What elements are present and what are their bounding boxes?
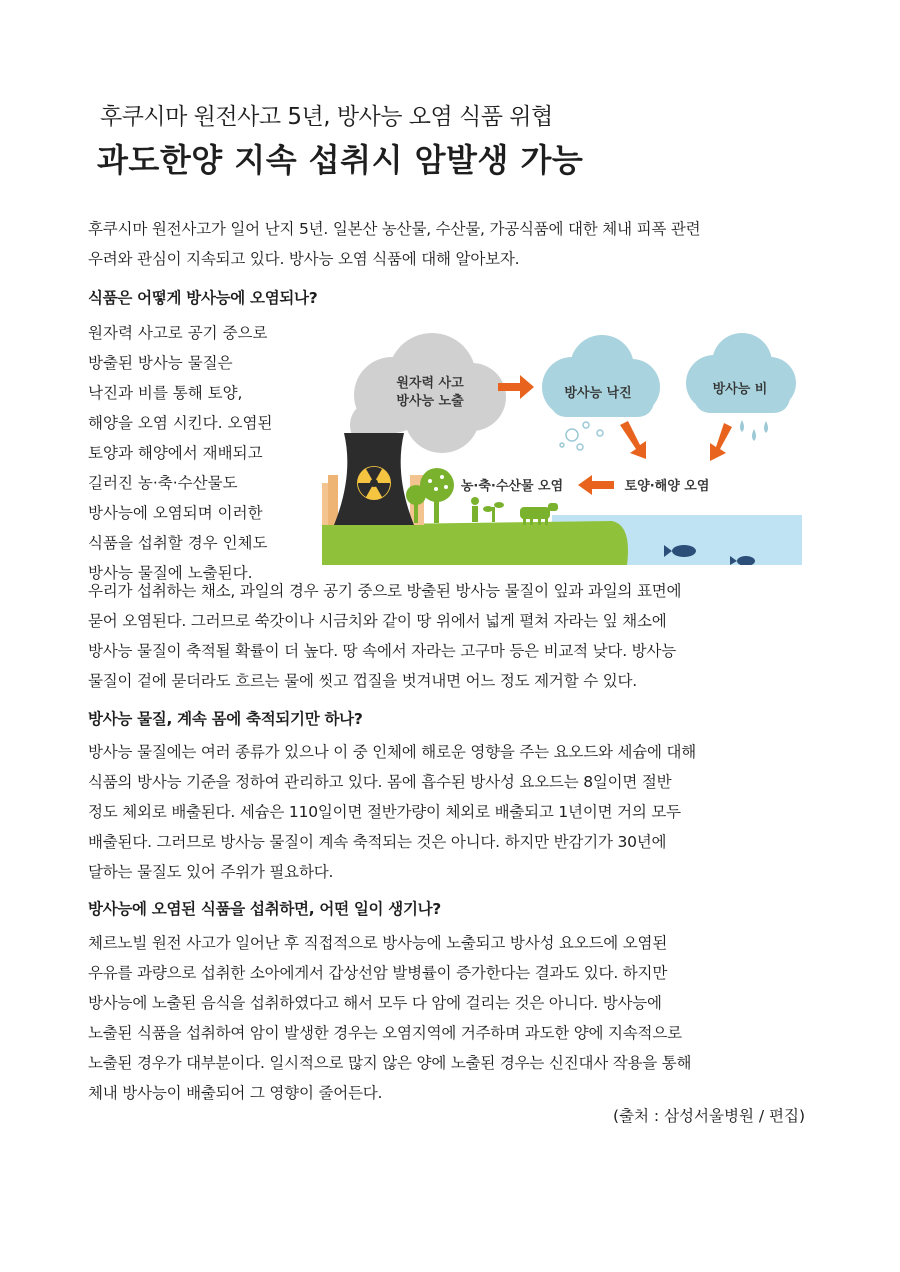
body-line: 달하는 물질도 있어 주위가 필요하다. (88, 863, 334, 881)
body-line: 물질이 겉에 묻더라도 흐르는 물에 씻고 껍질을 벗겨내면 어느 정도 제거할 수 있다. (88, 672, 637, 690)
produce-label: 농·축·수산물 오염 (460, 479, 564, 494)
side-line: 방사능 물질에 노출된다. (88, 564, 253, 582)
fallout-particles (560, 422, 603, 450)
body-line: 방사능 물질에는 여러 종류가 있으나 이 중 인체에 해로운 영향을 주는 요오드와 세슘에 대해 (88, 743, 697, 761)
intro-paragraph (88, 214, 700, 274)
intro-line: 후쿠시마 원전사고가 일어 난지 5년. 일본산 농산물, 수산물, 가공식품에 대한 체내 피폭 관련 (88, 220, 701, 238)
arrow-down-icon (710, 423, 732, 461)
soil-sea-label: 토양·해양 오염 (624, 479, 710, 494)
cloud-fallout-label: 방사능 낙진 (564, 386, 632, 401)
body-line: 식품의 방사능 기준을 정하여 관리하고 있다. 몸에 흡수된 방사성 요오드는 8일이면 절반 (88, 773, 672, 791)
body-line: 방사능 물질이 축적될 확률이 더 높다. 땅 속에서 자라는 고구마 등은 비교적 낮다. 방사능 (88, 642, 676, 660)
person-icon (471, 497, 479, 522)
cloud-source-line2: 방사능 노출 (396, 394, 464, 409)
plant-icon (483, 502, 504, 522)
cloud-rain-label: 방사능 비 (712, 382, 768, 397)
section1-heading: 식품은 어떻게 방사능에 오염되나? (88, 289, 318, 307)
section3-body (88, 928, 691, 1108)
side-line: 길러진 농·축·수산물도 (88, 474, 238, 492)
grass-hill (322, 521, 628, 565)
body-line: 정도 체외로 배출된다. 세슘은 110일이면 절반가량이 체외로 배출되고 1년이면 거의 모두 (88, 803, 681, 821)
section1-body (88, 576, 681, 696)
rain-cloud (686, 333, 796, 413)
raindrops (740, 420, 768, 441)
body-line: 체내 방사능이 배출되어 그 영향이 줄어든다. (88, 1084, 383, 1102)
section3-heading: 방사능에 오염된 식품을 섭취하면, 어떤 일이 생기나? (88, 900, 441, 918)
contamination-diagram (322, 325, 802, 565)
body-line: 우유를 과량으로 섭취한 소아에게서 갑상선암 발병률이 증가한다는 결과도 있다. 하지만 (88, 964, 668, 982)
arrow-left-icon (578, 475, 614, 495)
source-credit: (출처 : 삼성서울병원 / 편집) (613, 1107, 805, 1125)
side-line: 낙진과 비를 통해 토양, (88, 384, 243, 402)
section2-body (88, 737, 696, 887)
side-line: 해양을 오염 시킨다. 오염된 (88, 414, 273, 432)
body-line: 우리가 섭취하는 채소, 과일의 경우 공기 중으로 방출된 방사능 물질이 잎과 과일의 표면에 (88, 582, 682, 600)
page-title: 과도한양 지속 섭취시 암발생 가능 (97, 141, 584, 179)
body-line: 배출된다. 그러므로 방사능 물질이 계속 축적되는 것은 아니다. 하지만 반감기가 30년에 (88, 833, 667, 851)
cloud-source-line1: 원자력 사고 (396, 376, 464, 391)
side-line: 토양과 해양에서 재배되고 (88, 444, 263, 462)
intro-line: 우려와 관심이 지속되고 있다. 방사능 오염 식품에 대해 알아보자. (88, 250, 520, 268)
side-line: 식품을 섭취할 경우 인체도 (88, 534, 268, 552)
body-line: 노출된 식품을 섭취하여 암이 발생한 경우는 오염지역에 거주하며 과도한 양에 지속적으로 (88, 1024, 682, 1042)
subtitle: 후쿠시마 원전사고 5년, 방사능 오염 식품 위협 (100, 104, 553, 130)
side-line: 방출된 방사능 물질은 (88, 354, 233, 372)
section1-side-text (88, 318, 272, 588)
skyline (328, 475, 338, 525)
side-line: 방사능에 오염되며 이러한 (88, 504, 263, 522)
body-line: 체르노빌 원전 사고가 일어난 후 직접적으로 방사능에 노출되고 방사성 요오드에 오염된 (88, 934, 668, 952)
body-line: 묻어 오염된다. 그러므로 쑥갓이나 시금치와 같이 땅 위에서 넓게 펼쳐 자라는 잎 채소에 (88, 612, 667, 630)
fallout-cloud (542, 335, 660, 417)
section2-heading: 방사능 물질, 계속 몸에 축적되기만 하나? (88, 710, 363, 728)
body-line: 방사능에 노출된 음식을 섭취하였다고 해서 모두 다 암에 걸리는 것은 아니다. 방사능에 (88, 994, 662, 1012)
body-line: 노출된 경우가 대부분이다. 일시적으로 많지 않은 양에 노출된 경우는 신진대사 작용을 통해 (88, 1054, 692, 1072)
arrow-down-icon (620, 421, 646, 459)
side-line: 원자력 사고로 공기 중으로 (88, 324, 268, 342)
